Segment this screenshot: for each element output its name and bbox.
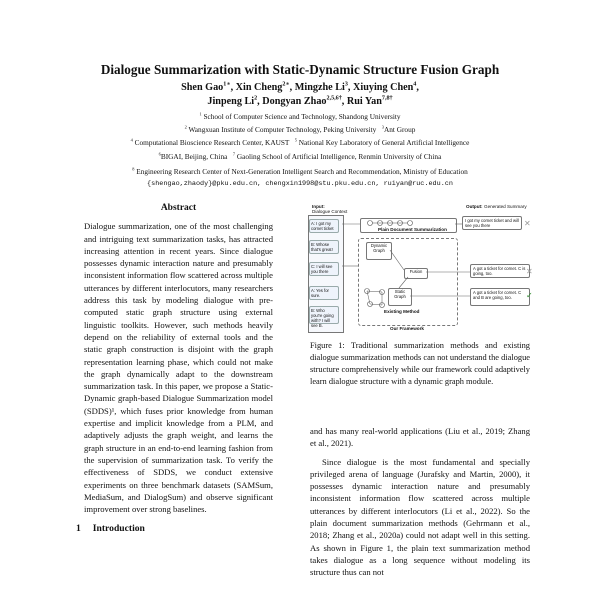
section-heading-introduction: 1 Introduction [76, 523, 145, 535]
figure-output-sublabel: Generated Summary [484, 204, 527, 209]
abstract-body [84, 220, 273, 515]
output-summary-bottom: A got a ticket for cornet. C and B are going, too. [470, 288, 530, 306]
utterance-box: A: Yes for sure. [309, 286, 339, 300]
utterance-box: C: I will see you there [309, 262, 339, 276]
affiliation-1: $^1$ School of Computer Science and Technology, Shandong University [199, 111, 401, 121]
figure-output-label: Output: [466, 204, 483, 209]
cross-icon: ✕ [526, 267, 533, 276]
affiliation-2: $^2$ Wangxuan Institute of Computer Technology, Peking University $^3$Ant Group [184, 124, 416, 134]
cross-icon: ✕ [524, 219, 531, 228]
fusion-box: Fusion [404, 268, 428, 279]
output-summary-mid: A got a ticket for cornet. C is going, too. [470, 264, 530, 278]
author-line-1: Shen Gao$^{1∗}$, Xin Cheng$^{2∗}$, Mingzhe Li$^3$, Xiuying Chen$^4$, [181, 81, 419, 93]
author-name: Xin Cheng [235, 82, 283, 93]
paragraph: Since dialogue is the most fundamental and specially privileged arena of language (Jurafsky and Martin, 2000), it possesses dynamic interaction nature and presumably inconsistent information flow scattered across multiple utterances by different interlocutors (Li et al., 2022). So the plain document summarization methods (Gehrmann et al., 2018; Zhang et al., 2020a) could not adapt well in this setting. As shown in Figure 1, the plain text summarization method takes dialogue as a long sequence without modeling its structure thus can not [310, 456, 530, 578]
figure-arrows [308, 206, 532, 332]
author-name: Shen Gao [181, 82, 224, 93]
left-column [76, 202, 281, 536]
affiliation-5: $^8$ Engineering Research Center of Next-Generation Intelligent Search and Recommendation, Ministry of Education [132, 166, 468, 176]
author-name: Mingzhe Li [294, 82, 345, 93]
dynamic-graph-box: Dynamic Graph [366, 242, 392, 260]
utterance-box: B: Who you're going with? I will see B. [309, 306, 339, 324]
figure-1 [308, 206, 532, 332]
right-column [310, 425, 530, 585]
check-icon: ✓ [526, 291, 533, 300]
abstract-text: Dialogue summarization, one of the most challenging and intriguing text summarization tasks, has attracted increasing attention in recent years. Since dialogue possesses dynamic interaction nature and presumably inconsistent information flow scattered across multiple utterances by different interlocutors, many researchers address this task by modeling dialogue with pre-computed static graph structure using external linguistic toolkits. However, such methods heavily depend on the reliability of external tools and the static graph construction is disjoint with the graph representation learning phase, which could not make the graph dynamically adapt to the downstream summarization task. In this paper, we propose a Static-Dynamic graph-based Dialogue Summarization model (SDDS)¹, which fuses prior knowledge from human expertise and implicit knowledge from a PLM, and adaptively adjusts the graph weight, and learns the graph structure in an end-to-end learning fashion from the supervision of summarization task. To verify the effectiveness of SDDS, we conduct extensive experiments on three benchmark datasets (SAMSum, MediaSum, and DialogSum) and observe significant improvement over strong baselines. [84, 221, 273, 515]
author-name: Dongyan Zhao [262, 96, 327, 107]
author-emails: {shengao,zhaody}@pku.edu.cn, chengxin1998@stu.pku.edu.cn, ruiyan@ruc.edu.cn [147, 180, 453, 188]
affiliation-4: $^6$BIGAI, Beijing, China $^7$ Gaoling School of Artificial Intelligence, Renmin University of China [158, 151, 442, 161]
author-name: Jinpeng Li [207, 96, 255, 107]
abstract-heading: Abstract [160, 203, 197, 213]
author-name: Xiuying Chen [353, 82, 414, 93]
our-framework-label: Our Framework [390, 326, 424, 331]
affiliation-3: $^4$ Computational Bioscience Research Center, KAUST $^5$ National Key Laboratory of General Artificial Intelligence [130, 137, 470, 147]
utterance-box: A: I got my cornet ticket [309, 219, 339, 233]
existing-method-label: Existing Method [384, 309, 420, 314]
figure-input-sublabel: Dialogue Context [312, 209, 348, 214]
output-summary-top: I got my cornet ticket and will see you there [462, 216, 522, 230]
utterance-box: B: Whose that's great! [309, 240, 339, 254]
static-graph-box: Static Graph [388, 288, 412, 306]
figure-caption: Figure 1: Traditional summarization methods and existing dialogue summarization methods can not understand the dialogue structure comprehensively while our framework could adaptively learn dialogue structure with a dynamic graph module. [310, 341, 530, 386]
paper-title: Dialogue Summarization with Static-Dynamic Structure Fusion Graph [100, 62, 500, 77]
figure-input-label: Input: [312, 204, 325, 209]
author-line-2: Jinpeng Li$^2$, Dongyan Zhao$^{2,5,6\dagger}$, Rui Yan$^{7,8\dagger}$ [207, 95, 393, 107]
plain-method-label: Plain Document Summarization [378, 227, 447, 232]
paragraph: and has many real-world applications (Liu et al., 2019; Zhang et al., 2021). [310, 426, 530, 449]
author-name: Rui Yan [346, 96, 382, 107]
